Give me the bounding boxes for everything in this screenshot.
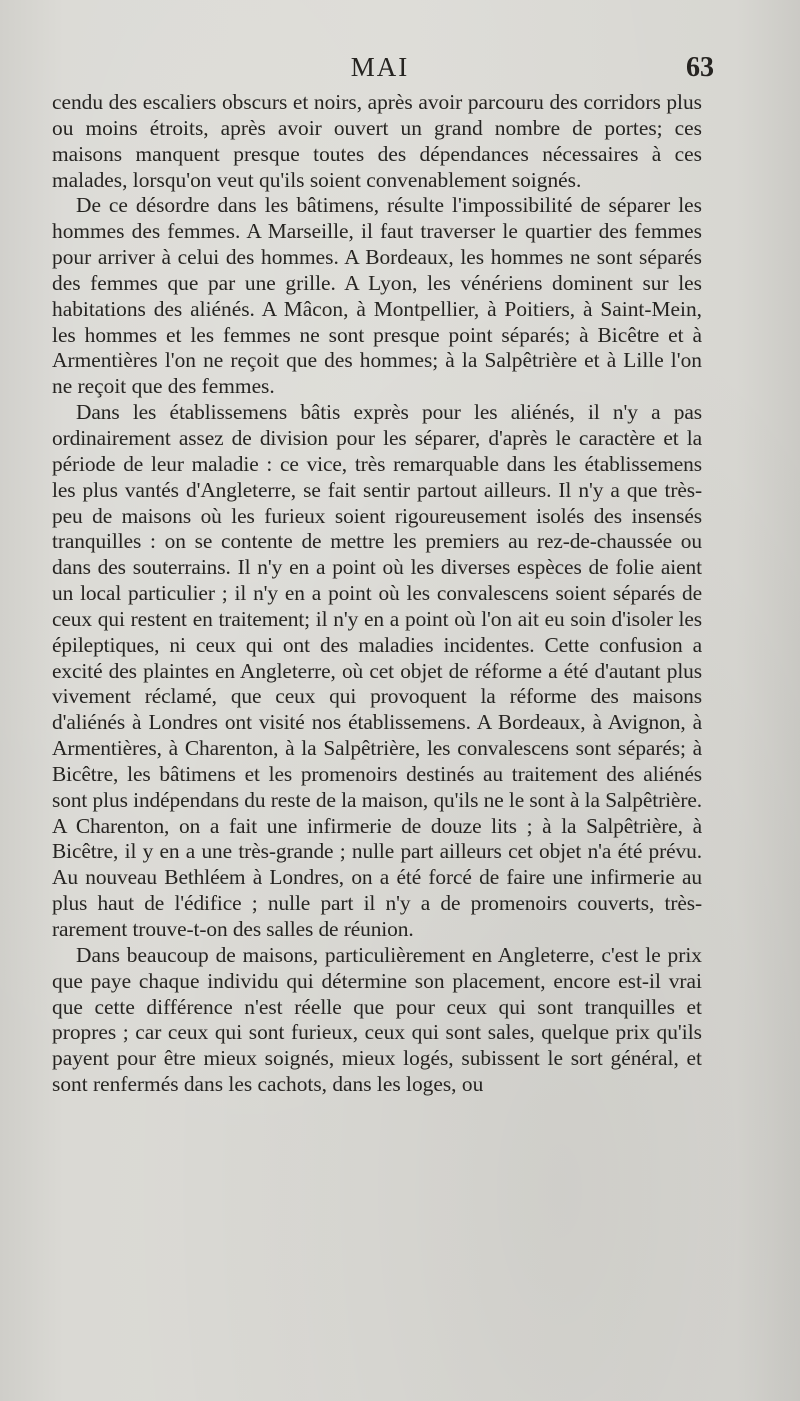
page-number: 63: [686, 52, 714, 83]
running-head: [52, 52, 714, 86]
paragraph: Dans beaucoup de maisons, particulièrement en Angleterre, c'est le prix que paye chaque individu qui détermine son placement, encore est-il vrai que cette différence n'est réelle que pour ceux qui sont tranquilles et propres ; car ceux qui sont furieux, ceux qui sont sales, quelque prix qu'ils payent pour être mieux soignés, mieux logés, subissent le sort général, et sont renfermés dans les cachots, dans les loges, ou: [52, 942, 702, 1097]
running-title: MAI: [350, 52, 410, 82]
paragraph: Dans les établissemens bâtis exprès pour les aliénés, il n'y a pas ordinairement assez de division pour les séparer, d'après le caractère et la période de leur maladie : ce vice, très remarquable dans les établissemens les plus vantés d'Angleterre, se fait sentir partout ailleurs. Il n'y a que très-peu de maisons où les furieux soient rigoureusement isolés des insensés tranquilles : on se contente de mettre les premiers au rez-de-chaussée ou dans des souterrains. Il n'y en a point où les diverses espèces de folie aient un local particulier ; il n'y en a point où les convalescens soient séparés de ceux qui restent en traitement; il n'y en a point où l'on ait eu soin d'isoler les épileptiques, ni ceux qui ont des maladies incidentes. Cette confusion a excité des plaintes en Angleterre, où cet objet de réforme a été d'autant plus vivement réclamé, que ceux qui provoquent la réforme des maisons d'aliénés à Londres ont visité nos établissemens. A Bordeaux, à Avignon, à Armentières, à Charenton, à la Salpêtrière, les convalescens sont séparés; à Bicêtre, les bâtimens et les promenoirs destinés au traitement des aliénés sont plus indépendans du reste de la maison, qu'ils ne le sont à la Salpêtrière. A Charenton, on a fait une infirmerie de douze lits ; à la Salpêtrière, à Bicêtre, il y en a une très-grande ; nulle part ailleurs cet objet n'a été prévu. Au nouveau Bethléem à Londres, on a été forcé de faire une infirmerie au plus haut de l'édifice ; nulle part il n'y a de promenoirs couverts, très-rarement trouve-t-on des salles de réunion.: [52, 400, 702, 941]
paragraph: De ce désordre dans les bâtimens, résulte l'impossibilité de séparer les hommes des femmes. A Marseille, il faut traverser le quartier des femmes pour arriver à celui des hommes. A Bordeaux, les hommes ne sont séparés des femmes que par une grille. A Lyon, les vénériens dominent sur les habitations des aliénés. A Mâcon, à Montpellier, à Poitiers, à Saint-Mein, les hommes et les femmes ne sont presque point séparés; à Bicêtre et à Armentières l'on ne reçoit que des hommes; à la Salpêtrière et à Lille l'on ne reçoit que des femmes.: [52, 193, 702, 399]
paragraph: cendu des escaliers obscurs et noirs, après avoir parcouru des corridors plus ou moins étroits, après avoir ouvert un grand nombre de portes; ces maisons manquent presque toutes des dépendances nécessaires à ces malades, lorsqu'on veut qu'ils soient convenablement soignés.: [52, 90, 702, 192]
body-text: [52, 90, 702, 1098]
